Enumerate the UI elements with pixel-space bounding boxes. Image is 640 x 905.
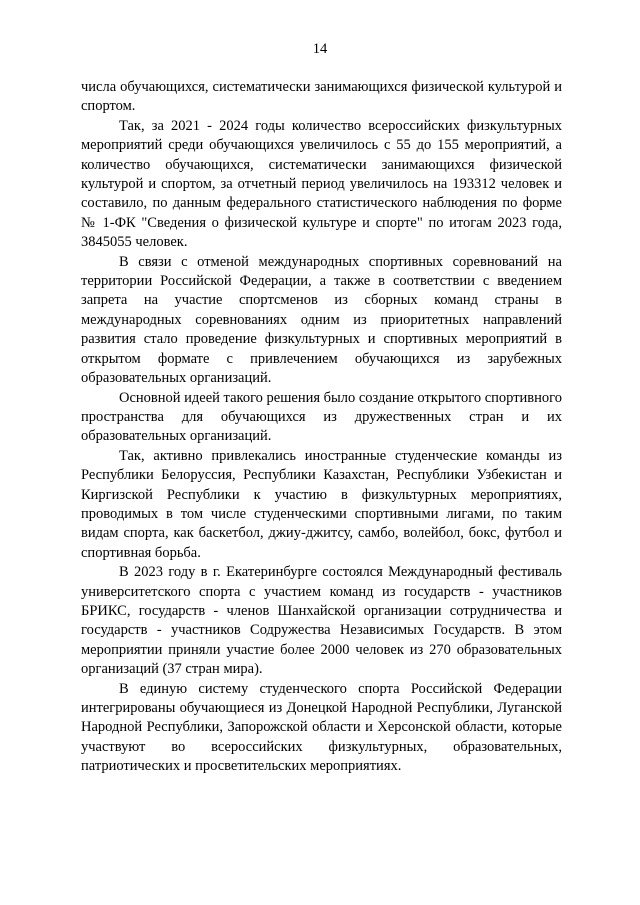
- page-number: 14: [312, 41, 328, 57]
- body-text: [81, 78, 562, 777]
- paragraph-main-idea: Основной идеей такого решения было создание открытого спортивного пространства для обучающихся из дружественных стран и их образовательных организаций.: [81, 389, 562, 445]
- paragraph-international-format: В связи с отменой международных спортивных соревнований на территории Российской Федерации, а также в соответствии с введением запрета на участие спортсменов из сборных команд страны в международных соревнованиях одним из приоритетных направлений развития стало проведение физкультурных и спортивных мероприятий в открытом формате с привлечением обучающихся из зарубежных образовательных организаций.: [81, 253, 562, 387]
- paragraph-continuation: числа обучающихся, систематически занимающихся физической культурой и спортом.: [81, 79, 562, 115]
- paragraph-statistics: Так, за 2021 - 2024 годы количество всероссийских физкультурных мероприятий среди обучающихся увеличилось с 55 до 155 мероприятий, а количество обучающихся, систематически занимающихся физической культурой и спортом, за отчетный период увеличилось на 193312 человек и составило, по данным федерального статистического наблюдения по форме № 1-ФК "Сведения о физической культуре и спорте" по итогам 2023 года, 3845055 человек.: [81, 117, 562, 251]
- paragraph-integration: В единую систему студенческого спорта Российской Федерации интегрированы обучающиеся из Донецкой Народной Республики, Луганской Народной Республики, Запорожской области и Херсонской области, которые участвуют во всероссийских физкультурных, образовательных, патриотических и просветительских мероприятиях.: [81, 680, 562, 775]
- paragraph-foreign-teams: Так, активно привлекались иностранные студенческие команды из Республики Белоруссия, Республики Казахстан, Республики Узбекистан и Киргизской Республики к участию в физкультурных мероприятиях, проводимых в том числе студенческими спортивными лигами, по таким видам спорта, как баскетбол, джиу-джитсу, самбо, волейбол, бокс, футбол и спортивная борьба.: [81, 447, 562, 561]
- paragraph-festival: В 2023 году в г. Екатеринбурге состоялся Международный фестиваль университетского спорта с участием команд из государств - участников БРИКС, государств - членов Шанхайской организации сотрудничества и государств - участников Содружества Независимых Государств. В этом мероприятии приняли участие более 2000 человек из 270 образовательных организаций (37 стран мира).: [81, 564, 562, 678]
